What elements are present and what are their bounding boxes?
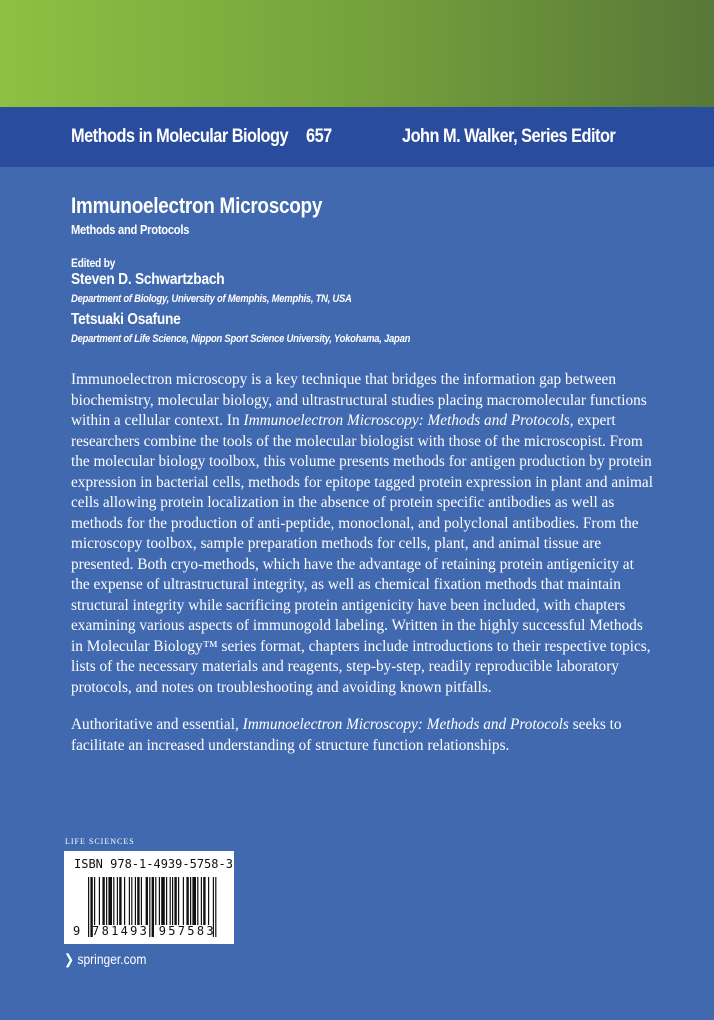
barcode-bar xyxy=(190,877,191,925)
barcode-bar xyxy=(178,877,179,925)
barcode-bar xyxy=(135,877,136,925)
chevron-right-icon: ❯ xyxy=(64,951,78,967)
barcode-bar xyxy=(141,877,142,925)
barcode-bar xyxy=(192,877,196,925)
barcode-bar xyxy=(131,877,132,925)
description-paragraph: Authoritative and essential, Immunoelectron Microscopy: Methods and Protocols seeks to facilitate an increased understanding of structure function relationships. xyxy=(71,716,622,754)
barcode-bar xyxy=(172,877,173,925)
barcode-bar xyxy=(117,877,118,925)
barcode-bar xyxy=(166,877,167,925)
barcode-bar xyxy=(186,877,188,925)
green-header-strip xyxy=(0,0,714,107)
barcode-bar xyxy=(106,877,107,925)
barcode-bar xyxy=(102,877,104,925)
barcode-bar xyxy=(174,877,176,925)
barcode-bar xyxy=(113,877,114,925)
book-description xyxy=(71,370,655,773)
editor-name: Steven D. Schwartzbach xyxy=(71,271,225,288)
book-title: Immunoelectron Microscopy xyxy=(71,193,323,218)
barcode-bar xyxy=(183,877,184,925)
barcode-bar xyxy=(203,877,205,925)
category-label: LIFE SCIENCES xyxy=(65,837,135,846)
barcode-bar xyxy=(208,877,209,925)
barcode-bar xyxy=(119,877,121,925)
editor-affiliation: Department of Biology, University of Memphis, Memphis, TN, USA xyxy=(71,293,352,305)
editor-affiliation: Department of Life Science, Nippon Sport Science University, Yokohama, Japan xyxy=(71,333,411,345)
barcode-bar xyxy=(201,877,202,925)
editor-name: Tetsuaki Osafune xyxy=(71,311,181,328)
series-number: 657 xyxy=(306,126,332,147)
barcode-bar xyxy=(161,877,165,925)
barcode-box xyxy=(64,851,234,944)
website-link[interactable]: ❯ springer.com xyxy=(64,951,147,967)
series-name: Methods in Molecular Biology xyxy=(71,126,289,147)
barcode-bar xyxy=(170,877,171,925)
barcode-bar xyxy=(99,877,100,925)
barcode-bar xyxy=(94,877,95,925)
barcode-bar xyxy=(108,877,112,925)
edited-by-label: Edited by xyxy=(71,256,116,270)
isbn-text: ISBN 978-1-4939-5758-3 xyxy=(74,857,233,871)
barcode-bar xyxy=(146,877,148,925)
book-subtitle: Methods and Protocols xyxy=(71,222,190,237)
barcode-digits: 9 781493 957583 xyxy=(73,924,216,938)
barcode-bar xyxy=(137,877,139,925)
barcode-bar xyxy=(124,877,125,925)
series-band xyxy=(0,107,714,167)
series-editor: John M. Walker, Series Editor xyxy=(402,126,616,147)
description-paragraph: Immunoelectron microscopy is a key technique that bridges the information gap between biochemistry, molecular biology, and ultrastructural studies placing macromolecular functions within a cellular context. In Immunoelectron Microscopy: Methods and Protocols, expert researchers combine the tools of the molecular biologist with those of the microscopist. From the molecular biology toolbox, this volume presents methods for antigen production by protein expression in bacterial cells, methods for epitope tagged protein expression in plant and animal cells allowing protein localization in the absence of protein specific antibodies as well as methods for the production of anti-peptide, monoclonal, and polyclonal antibodies. From the microscopy toolbox, sample preparation methods for cells, plant, and animal tissue are presented. Both cryo-methods, which have the advantage of retaining protein antigenicity at the expense of ultrastructural integrity, as well as chemical fixation methods that maintain structural integrity while sacrificing protein antigenicity have been included, with chapters examining various aspects of immunogold labeling. Written in the highly successful Methods in Molecular Biology™ series format, chapters include introductions to their respective topics, lists of the necessary materials and reagents, step-by-step, readily reproducible laboratory protocols, and notes on troubleshooting and avoiding known pitfalls. xyxy=(71,371,653,696)
barcode-bar xyxy=(129,877,130,925)
barcode-bar xyxy=(197,877,198,925)
barcode-bar xyxy=(159,877,160,925)
barcode-bar xyxy=(155,877,156,925)
